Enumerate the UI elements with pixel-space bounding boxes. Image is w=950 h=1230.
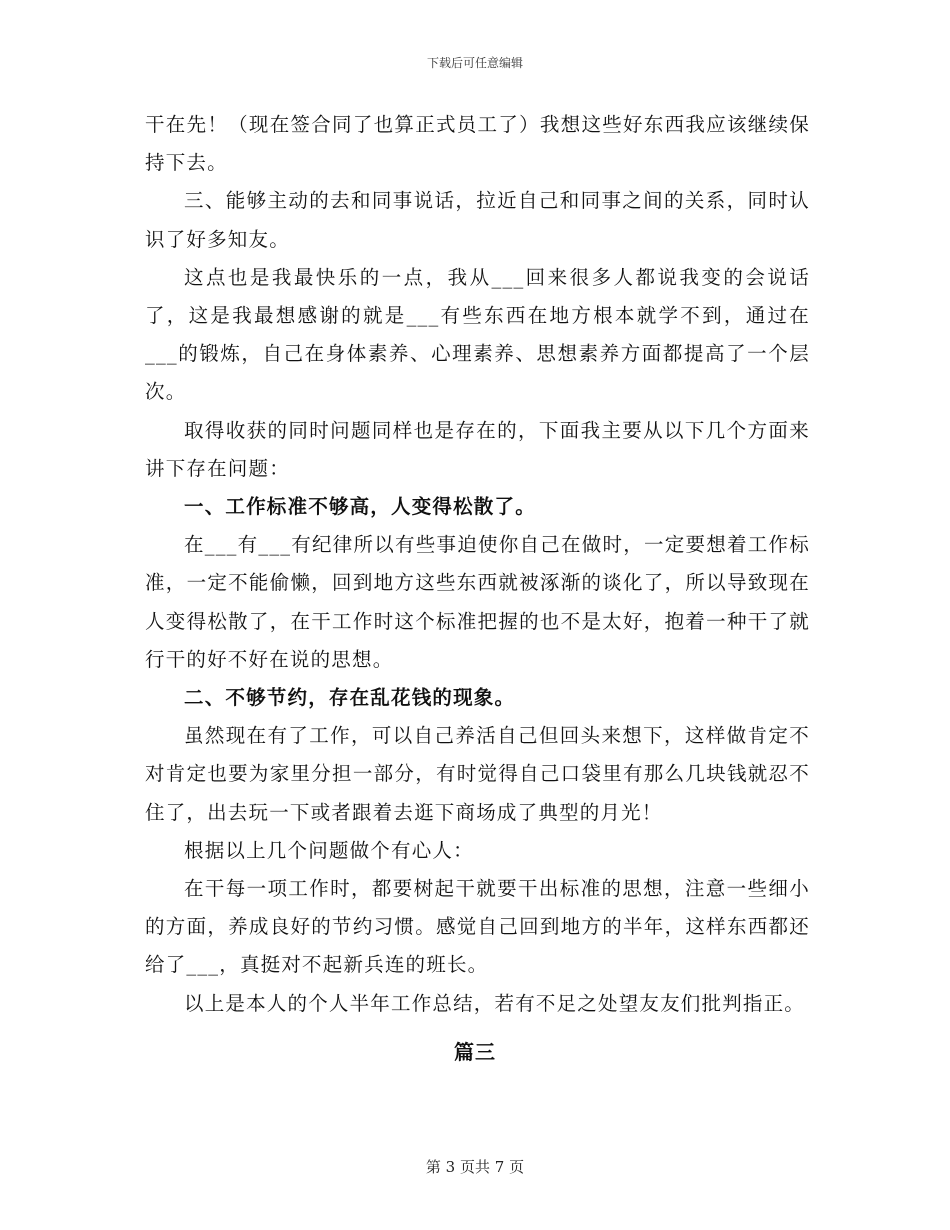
paragraph-problem-two-detail: 虽然现在有了工作，可以自己养活自己但回头来想下，这样做肯定不对肯定也要为家里分担一部分，有时觉得自己口袋里有那么几块钱就忍不住了，出去玩一下或者跟着去逛下商场成了典型的月光！ bbox=[145, 724, 810, 824]
heading-problem-two: 二、不够节约，存在乱花钱的现象。 bbox=[184, 686, 516, 710]
page-header: 下载后可任意编辑 bbox=[426, 56, 523, 70]
page-footer: 第 3 页共 7 页 bbox=[425, 1158, 525, 1176]
paragraph-happiest-point: 这点也是我最快乐的一点，我从___回来很多人都说我变的会说话了，这是我最想感谢的就是___有些东西在地方根本就学不到，通过在___的锻炼，自己在身体素养、心理素养、思想素养方面都提高了一个层次。 bbox=[145, 265, 810, 404]
paragraph-point-three: 三、能够主动的去和同事说话，拉近自己和同事之间的关系，同时认识了好多知友。 bbox=[145, 189, 810, 251]
paragraph-continuation: 干在先！（现在签合同了也算正式员工了）我想这些好东西我应该继续保持下去。 bbox=[145, 113, 810, 175]
document-body bbox=[145, 106, 810, 1023]
section-title: 篇三 bbox=[454, 1040, 496, 1064]
paragraph-resolution-intro: 根据以上几个问题做个有心人： bbox=[184, 838, 474, 862]
paragraph-closing: 以上是本人的个人半年工作总结，若有不足之处望友友们批判指正。 bbox=[184, 991, 806, 1015]
paragraph-resolution-detail: 在干每一项工作时，都要树起干就要干出标准的思想，注意一些细小的方面，养成良好的节约习惯。感觉自己回到地方的半年，这样东西都还给了___，真挺对不起新兵连的班长。 bbox=[145, 877, 810, 977]
heading-problem-one: 一、工作标准不够高，人变得松散了。 bbox=[184, 495, 536, 519]
paragraph-problems-intro: 取得收获的同时问题同样也是存在的，下面我主要从以下几个方面来讲下存在问题： bbox=[145, 418, 810, 480]
paragraph-problem-one-detail: 在___有___有纪律所以有些事迫使你自己在做时，一定要想着工作标准，一定不能偷懒，回到地方这些东西就被涿渐的谈化了，所以导致现在人变得松散了，在干工作时这个标准把握的也不是太好，抱着一种干了就行干的好不好在说的思想。 bbox=[145, 533, 810, 671]
